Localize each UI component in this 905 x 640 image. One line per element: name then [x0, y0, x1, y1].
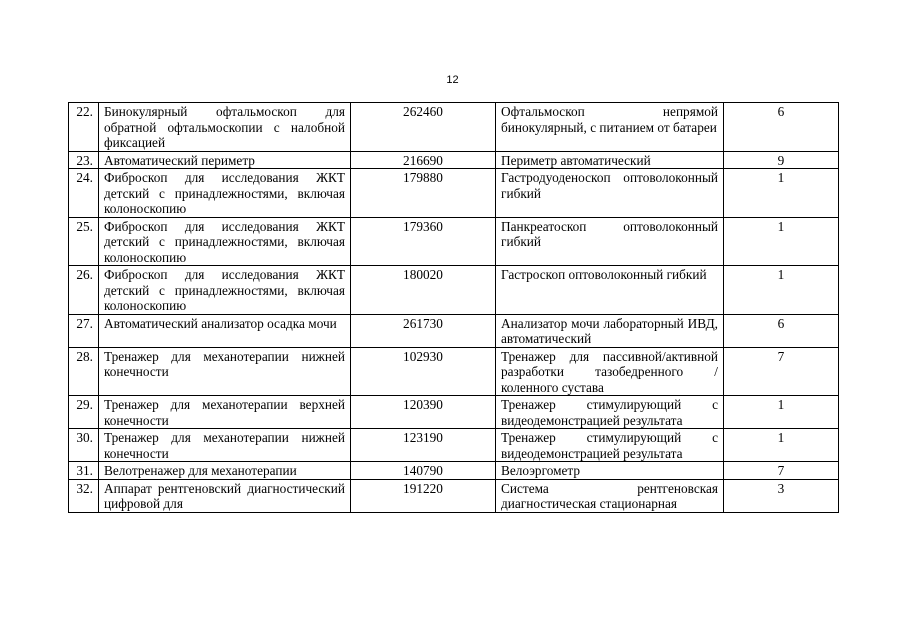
equipment-name: Фиброскоп для исследования ЖКТ детский с принадлежностями, включая колоноскопию [99, 217, 351, 266]
equipment-code: 216690 [351, 151, 496, 169]
equipment-quantity: 1 [724, 169, 839, 218]
equipment-type: Гастродуоденоскоп оптоволоконный гибкий [496, 169, 724, 218]
equipment-quantity: 9 [724, 151, 839, 169]
equipment-quantity: 1 [724, 217, 839, 266]
row-number: 30. [69, 429, 99, 462]
page-number: 12 [446, 74, 459, 86]
equipment-quantity: 6 [724, 314, 839, 347]
equipment-name: Тренажер для механотерапии нижней конечности [99, 347, 351, 396]
row-number: 22. [69, 103, 99, 152]
equipment-type: Система рентгеновская диагностическая стационарная [496, 479, 724, 512]
equipment-quantity: 1 [724, 396, 839, 429]
equipment-table [68, 102, 839, 513]
equipment-name: Фиброскоп для исследования ЖКТ детский с принадлежностями, включая колоноскопию [99, 266, 351, 315]
equipment-quantity: 1 [724, 266, 839, 315]
equipment-type: Панкреатоскоп оптоволоконный гибкий [496, 217, 724, 266]
row-number: 26. [69, 266, 99, 315]
equipment-name: Тренажер для механотерапии верхней конечности [99, 396, 351, 429]
table-row [69, 103, 839, 152]
equipment-code: 179360 [351, 217, 496, 266]
row-number: 28. [69, 347, 99, 396]
equipment-name: Автоматический периметр [99, 151, 351, 169]
equipment-name: Фиброскоп для исследования ЖКТ детский с принадлежностями, включая колоноскопию [99, 169, 351, 218]
equipment-code: 120390 [351, 396, 496, 429]
equipment-code: 180020 [351, 266, 496, 315]
equipment-code: 140790 [351, 462, 496, 480]
table-row [69, 479, 839, 512]
equipment-type: Тренажер стимулирующий с видеодемонстрацией результата [496, 396, 724, 429]
table-row [69, 169, 839, 218]
table-row [69, 266, 839, 315]
equipment-quantity: 3 [724, 479, 839, 512]
equipment-type: Гастроскоп оптоволоконный гибкий [496, 266, 724, 315]
equipment-quantity: 6 [724, 103, 839, 152]
equipment-type: Анализатор мочи лабораторный ИВД, автоматический [496, 314, 724, 347]
equipment-quantity: 1 [724, 429, 839, 462]
row-number: 27. [69, 314, 99, 347]
equipment-quantity: 7 [724, 462, 839, 480]
equipment-name: Бинокулярный офтальмоскоп для обратной офтальмоскопии с налобной фиксацией [99, 103, 351, 152]
equipment-quantity: 7 [724, 347, 839, 396]
equipment-code: 261730 [351, 314, 496, 347]
table-row [69, 217, 839, 266]
equipment-code: 191220 [351, 479, 496, 512]
row-number: 31. [69, 462, 99, 480]
row-number: 32. [69, 479, 99, 512]
equipment-type: Тренажер стимулирующий с видеодемонстрацией результата [496, 429, 724, 462]
equipment-type: Офтальмоскоп непрямой бинокулярный, с питанием от батареи [496, 103, 724, 152]
equipment-type: Периметр автоматический [496, 151, 724, 169]
equipment-name: Велотренажер для механотерапии [99, 462, 351, 480]
equipment-code: 102930 [351, 347, 496, 396]
equipment-name: Автоматический анализатор осадка мочи [99, 314, 351, 347]
equipment-name: Тренажер для механотерапии нижней конечности [99, 429, 351, 462]
row-number: 25. [69, 217, 99, 266]
table-row [69, 396, 839, 429]
equipment-code: 123190 [351, 429, 496, 462]
table-row [69, 314, 839, 347]
equipment-type: Велоэргометр [496, 462, 724, 480]
table-row [69, 151, 839, 169]
equipment-type: Тренажер для пассивной/активной разработки тазобедренного /коленного сустава [496, 347, 724, 396]
table-row [69, 429, 839, 462]
table-row [69, 347, 839, 396]
equipment-name: Аппарат рентгеновский диагностический цифровой для [99, 479, 351, 512]
table-row [69, 462, 839, 480]
row-number: 23. [69, 151, 99, 169]
row-number: 29. [69, 396, 99, 429]
equipment-code: 262460 [351, 103, 496, 152]
equipment-code: 179880 [351, 169, 496, 218]
row-number: 24. [69, 169, 99, 218]
